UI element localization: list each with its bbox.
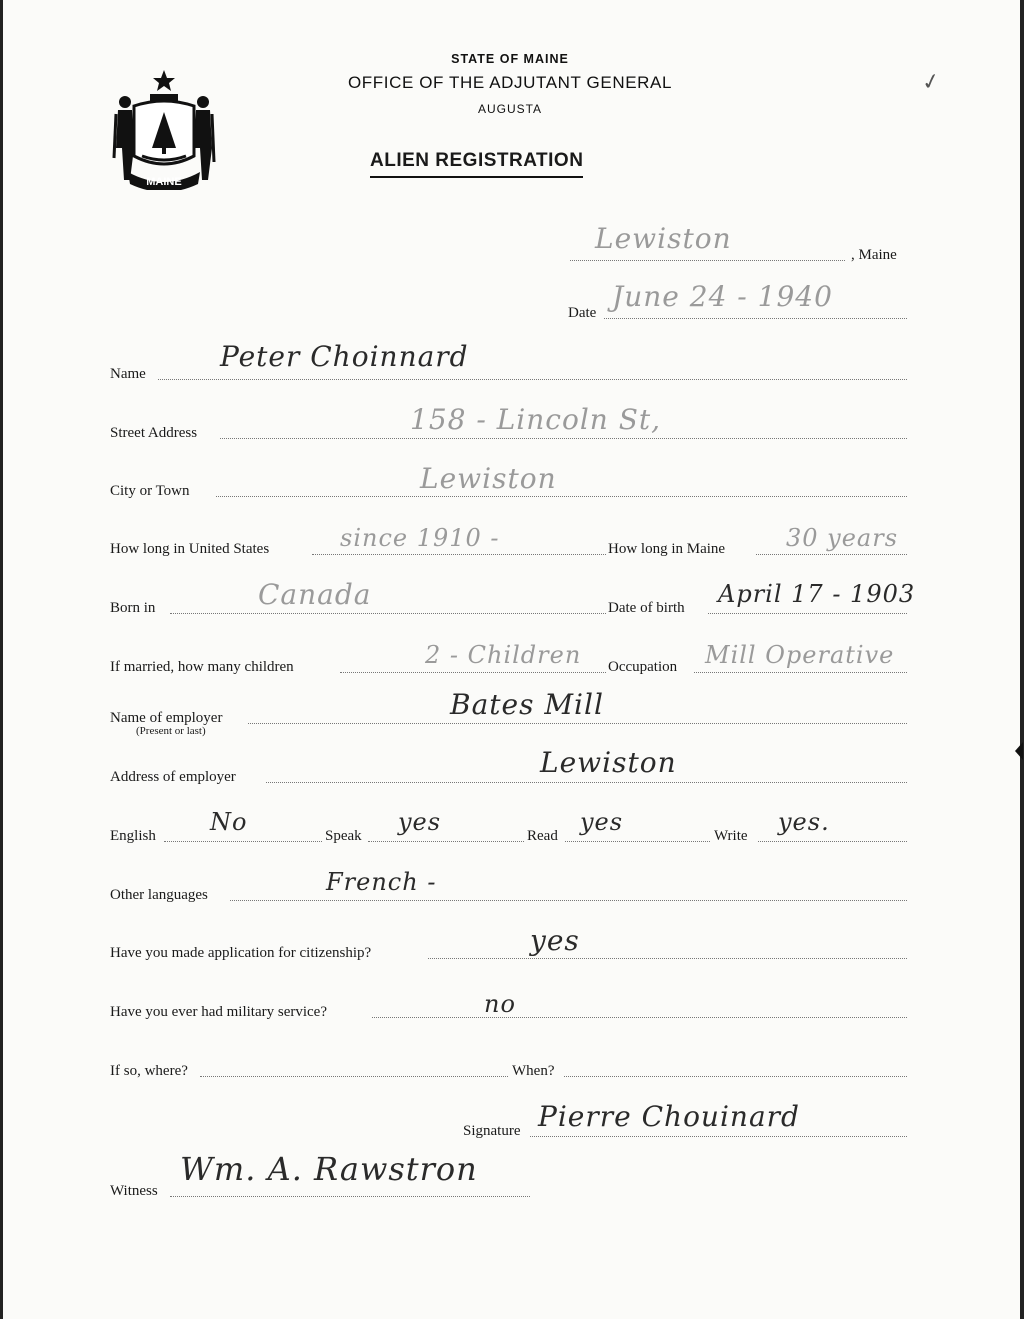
english-label: English (110, 828, 156, 844)
write-line (758, 841, 907, 842)
date-of-birth-value: April 17 - 1903 (718, 580, 916, 608)
how-long-maine-label: How long in Maine (608, 541, 726, 557)
english-line (164, 841, 322, 842)
write-value: yes. (778, 808, 830, 836)
employer-line (248, 723, 907, 724)
witness-value: Wm. A. Rawstron (180, 1150, 478, 1188)
citizenship-label: Have you made application for citizenship? (110, 945, 372, 961)
citizenship-line (428, 958, 907, 959)
other-languages-label: Other languages (110, 887, 208, 903)
street-address-label: Street Address (110, 425, 198, 441)
employer-address-value: Lewiston (540, 746, 677, 779)
maine-state-seal-icon (112, 68, 216, 190)
street-address-value: 158 - Lincoln St, (410, 403, 662, 436)
state-heading: STATE OF MAINE (451, 52, 569, 66)
employer-sublabel: (Present or last) (136, 725, 206, 737)
scan-border-right (1020, 0, 1024, 1319)
when-line (564, 1076, 907, 1077)
when-label: When? (512, 1063, 555, 1079)
date-of-birth-label: Date of birth (608, 600, 685, 616)
date-line (604, 318, 907, 319)
name-label: Name (110, 366, 146, 382)
how-long-us-line (312, 554, 606, 555)
date-of-birth-line (708, 613, 907, 614)
children-label: If married, how many children (110, 659, 294, 675)
witness-label: Witness (110, 1183, 158, 1199)
children-line (340, 672, 606, 673)
date-value: June 24 - 1940 (612, 280, 833, 313)
if-so-where-label: If so, where? (110, 1063, 188, 1079)
how-long-maine-value: 30 years (786, 524, 899, 552)
military-label: Have you ever had military service? (110, 1004, 327, 1020)
other-languages-line (230, 900, 907, 901)
how-long-us-label: How long in United States (110, 541, 270, 557)
if-so-where-line (200, 1076, 508, 1077)
children-value: 2 - Children (425, 641, 582, 669)
employer-address-label: Address of employer (110, 769, 236, 785)
check-mark-icon: ✓ (919, 68, 943, 97)
signature-label: Signature (463, 1123, 521, 1139)
edge-mark (1015, 742, 1023, 760)
speak-line (368, 841, 524, 842)
other-languages-value: French - (326, 868, 437, 896)
city-value: Lewiston (420, 462, 557, 495)
occupation-line (694, 672, 907, 673)
employer-label: Name of employer (110, 710, 223, 726)
speak-label: Speak (325, 828, 362, 844)
born-in-value: Canada (258, 578, 372, 611)
english-value: No (210, 808, 248, 836)
how-long-us-value: since 1910 - (340, 524, 500, 552)
location-line (570, 260, 845, 261)
date-label: Date (568, 305, 597, 321)
witness-line (170, 1196, 530, 1197)
speak-value: yes (398, 808, 442, 836)
how-long-maine-line (756, 554, 907, 555)
city-label: City or Town (110, 483, 190, 499)
name-line (158, 379, 907, 380)
occupation-value: Mill Operative (705, 641, 895, 669)
born-in-line (170, 613, 606, 614)
employer-value: Bates Mill (450, 688, 604, 721)
born-in-label: Born in (110, 600, 156, 616)
scan-border-left (0, 0, 3, 1319)
employer-address-line (266, 782, 907, 783)
name-value: Peter Choinnard (220, 340, 469, 373)
signature-line (530, 1136, 907, 1137)
form-title: ALIEN REGISTRATION (370, 150, 583, 178)
citizenship-value: yes (530, 924, 580, 957)
city-line (216, 496, 907, 497)
office-heading: OFFICE OF THE ADJUTANT GENERAL (347, 73, 673, 92)
military-value: no (484, 990, 516, 1018)
read-label: Read (527, 828, 558, 844)
read-line (565, 841, 710, 842)
read-value: yes (580, 808, 624, 836)
location-value: Lewiston (595, 222, 732, 255)
write-label: Write (714, 828, 748, 844)
seal-banner-text: MAINE (146, 176, 182, 188)
location-suffix: , Maine (851, 247, 897, 263)
signature-value: Pierre Chouinard (538, 1100, 800, 1133)
city-heading: AUGUSTA (477, 102, 543, 116)
occupation-label: Occupation (608, 659, 678, 675)
military-line (372, 1017, 907, 1018)
street-address-line (220, 438, 907, 439)
